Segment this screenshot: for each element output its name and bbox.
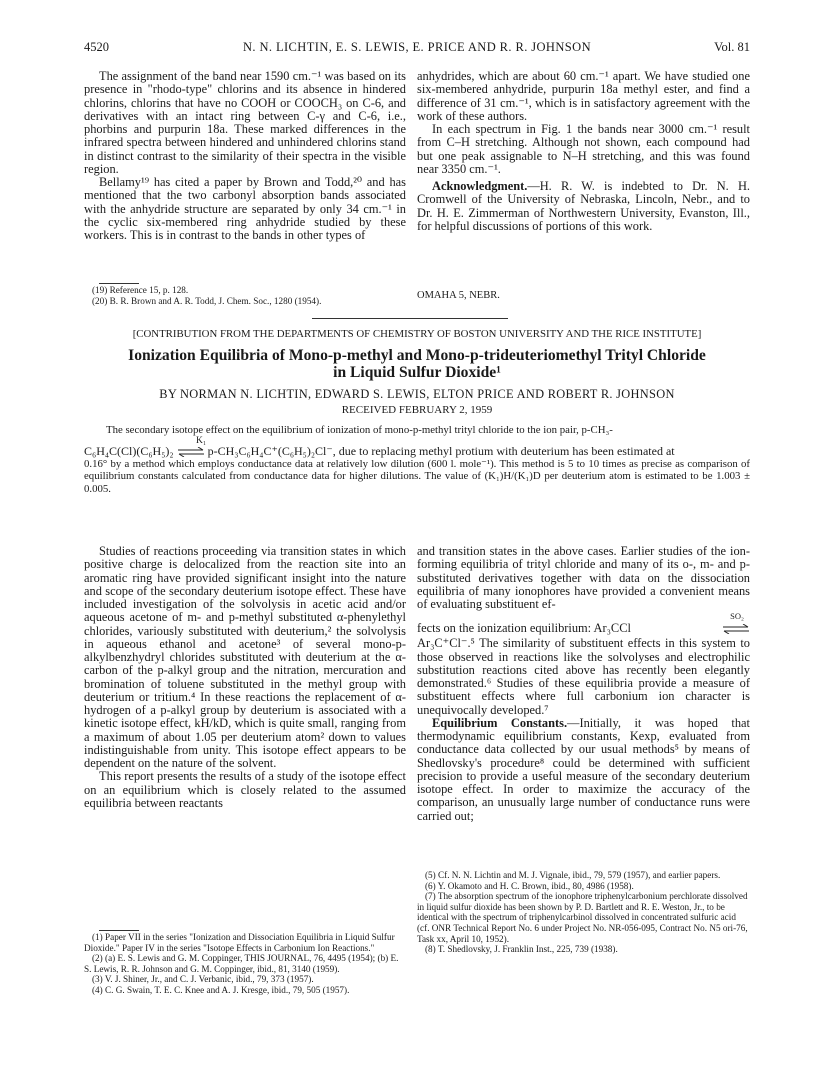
body-right-column (417, 545, 750, 823)
abstract-rest: 0.16° by a method which employs conductance data at relatively low dilution (600 l. mole⁻¹). This method is 5 to 10 times as precise as comparison of equilibrium constants calculated from conductance data for higher dilutions. The value of (K₁)H/(K₁)D per deuterium atom is estimated to be 1.003 ± 0.005. (84, 458, 750, 495)
footnote: (6) Y. Okamoto and H. C. Brown, ibid., 80, 4986 (1958). (425, 880, 634, 891)
abstract (84, 424, 750, 495)
ionization-equation (417, 611, 750, 637)
body-right-footnotes (417, 870, 750, 955)
footnote: (4) C. G. Swain, T. E. C. Knee and A. J. Kresge, ibid., 79, 505 (1957). (92, 984, 350, 995)
page-number: 4520 (84, 40, 109, 54)
prev-paragraph: In each spectrum in Fig. 1 the bands near 3000 cm.⁻¹ result from C–H stretching. Although not shown, each compound had but one peak assignable to N–H stretching, and this was found near 3350 cm.⁻¹. (417, 122, 750, 176)
body-paragraph: Studies of reactions proceeding via transition states in which positive charge is delocalized from the reaction site into an aromatic ring have provided significant insight into the nature and scope of the secondary deuterium isotope effect. These have included investigation of the solvolysis in acetic acid and/or aqueous acetone of m- and p-methyl substituted α-phenylethyl chlorides, variously substituted with deuterium,² the solvolysis in aqueous ethanol and acetone³ of several mono-p-alkylbenzhydryl chlorides substituted with deuterium at the α-carbon of the p-alkyl group and the nitration, mercuration and bromination of toluene substituted in the methyl group with deuterium or tritium.⁴ In these reactions the replacement of α-hydrogen of a p-alkyl group by deuterium is associated with a kinetic isotope effect, kH/kD, which is quite small, ranging from a maximum of about 1.05 per deuterium atom² down to values indistinguishable from unity. This isotope effect appears to be dependent on the nature of the solvent. (84, 544, 406, 770)
byline: BY NORMAN N. LICHTIN, EDWARD S. LEWIS, ELTON PRICE AND ROBERT R. JOHNSON (159, 387, 675, 401)
acknowledgment-body: —H. R. W. is indebted to Dr. N. H. Cromwell of the University of Nebraska, Lincoln, Nebr., and to Dr. H. E. Zimmerman of Northwestern University, Evanston, Ill., for helpful discussions of portions of this work. (417, 179, 750, 233)
footnote-rule (99, 283, 139, 284)
footnote-rule (99, 930, 139, 931)
abstract-equation (84, 436, 750, 458)
prev-paragraph: anhydrides, which are about 60 cm.⁻¹ apart. We have studied one six-membered anhydride, purpurin 18a methyl ester, and find a difference of 31 cm.⁻¹, which is in satisfactory agreement with the work of these authors. (417, 69, 750, 123)
footnote: (19) Reference 15, p. 128. (92, 285, 189, 295)
body-paragraph: This report presents the results of a study of the isotope effect on an equilibrium which is closely related to the assumed equilibria between reactants (84, 769, 406, 810)
footnote: (1) Paper VII in the series "Ionization and Dissociation Equilibria in Liquid Sulfur Dioxide." Paper IV in the series "Isotope Effects in Carbonium Ion Reactions." (84, 932, 395, 953)
body-left-column (84, 545, 406, 810)
so2-label: SO₂ (730, 611, 744, 622)
section-body: —Initially, it was hoped that thermodynamic equilibrium constants, Kexp, evaluated from conductance data collected by our usual methods⁵ by means of Shedlovsky's procedure⁸ could be determined with sufficient precision to provide a useful measure of the secondary deuterium isotope effect. In order to maximize the accuracy of the comparison, an unusually large number of conductance runs were carried out; (417, 715, 750, 823)
body-left-footnotes (84, 932, 406, 996)
footnote: (8) T. Shedlovsky, J. Franklin Inst., 225, 739 (1938). (425, 944, 618, 955)
footnote: (2) (a) E. S. Lewis and G. M. Coppinger, THIS JOURNAL, 76, 4495 (1954); (b) E. S. Lewis, R. R. Johnson and G. M. Coppinger, ibid., 81, 3140 (1959). (84, 953, 399, 974)
equation-right: p-CH₃C₆H₄C⁺(C₆H₅)₂Cl⁻, due to replacing methyl protium with deuterium has been estimated at (207, 444, 675, 459)
body-paragraph: Ar₃C⁺Cl⁻.⁵ The similarity of substituent effects in this system to those observed in reactions like the solvolyses and electrophilic substitution reactions cited above has recently been elegantly demonstrated.⁶ Studies of these equilibria provide a measure of substituent effects where full carbonium ion character is unequivocally developed.⁷ (417, 636, 750, 717)
equilibrium-arrow-icon (722, 624, 750, 634)
title-line-1: Ionization Equilibria of Mono-p-methyl and Mono-p-trideuteriomethyl Trityl Chloride (128, 347, 706, 364)
prev-footnotes (84, 285, 406, 306)
abstract-line: The secondary isotope effect on the equilibrium of ionization of mono-p-methyl trityl chloride to the ion pair, p-CH₃- (106, 424, 613, 436)
article-title (70, 347, 764, 381)
location: OMAHA 5, NEBR. (417, 290, 500, 301)
volume-label: Vol. 81 (714, 40, 750, 54)
prev-article-right-column (417, 70, 750, 233)
title-line-2: in Liquid Sulfur Dioxide¹ (333, 364, 501, 381)
prev-article-left-column (84, 70, 406, 242)
section-paragraph (417, 717, 750, 823)
equation-row (417, 622, 750, 635)
running-header (84, 40, 750, 56)
prev-paragraph: Bellamy¹⁹ has cited a paper by Brown and Todd,²⁰ and has mentioned that the two carbonyl absorption bands associated with the anhydride structure are separated by only 34 cm.⁻¹ in the cyclic six-membered ring anhydride studied by these workers. This is in contrast to the bands in other types of (84, 175, 406, 242)
footnote: (5) Cf. N. N. Lichtin and M. J. Vignale, ibid., 79, 579 (1957), and earlier papers. (425, 870, 721, 880)
contribution-line: [CONTRIBUTION FROM THE DEPARTMENTS OF CHEMISTRY OF BOSTON UNIVERSITY AND THE RICE INSTITUTE] (132, 328, 702, 340)
equation-text: fects on the ionization equilibrium: Ar₃CCl (417, 621, 631, 636)
section-heading: Equilibrium Constants. (432, 715, 568, 730)
footnote: (7) The absorption spectrum of the ionophore triphenylcarbonium perchlorate dissolved in liquid sulfur dioxide has been shown by P. D. Bartlett and R. E. Weston, Jr., to be identical with the spectrum of triphenylcarbinol dissolved in concentrated sulfuric acid (cf. ONR Technical Report No. 6 under Project No. NR-056-095, Contract No. N5 ori-76, Task xx, April 10, 1952). (417, 891, 748, 944)
equilibrium-arrow-icon (177, 447, 205, 457)
equation-left: C₆H₄C(Cl)(C₆H₅)₂ (84, 444, 174, 459)
received-date: RECEIVED FEBRUARY 2, 1959 (341, 404, 493, 416)
footnote: (20) B. R. Brown and A. R. Todd, J. Chem. Soc., 1280 (1954). (92, 295, 322, 306)
header-authors: N. N. LICHTIN, E. S. LEWIS, E. PRICE AND R. R. JOHNSON (243, 40, 591, 54)
body-paragraph: and transition states in the above cases. Earlier studies of the ion-forming equilibria of trityl chloride and many of its o-, m- and p-substituted derivatives together with data on the dissociation equilibria of many ionophores have provided a convenient means of evaluating substituent ef- (417, 544, 750, 611)
article-separator (312, 318, 508, 319)
k1-label: K₁ (196, 436, 207, 447)
equation-row (84, 445, 675, 457)
prev-paragraph: The assignment of the band near 1590 cm.⁻¹ was based on its presence in "rhodo-type" chlorins and its absence in hindered chlorins, chlorins that have no COOH or COOCH₃ on C-6, and derivatives with an intact ring between C-γ and C-6, i.e., phorbins and purpurin 18a. These marked differences in the infrared spectra between hindered and unhindered chlorins stand in distinct contrast to the similarity of their spectra in the visible region. (84, 69, 406, 176)
acknowledgment (417, 180, 750, 233)
footnote: (3) V. J. Shiner, Jr., and C. J. Verbanic, ibid., 79, 373 (1957). (92, 974, 314, 985)
acknowledgment-heading: Acknowledgment. (432, 179, 528, 193)
